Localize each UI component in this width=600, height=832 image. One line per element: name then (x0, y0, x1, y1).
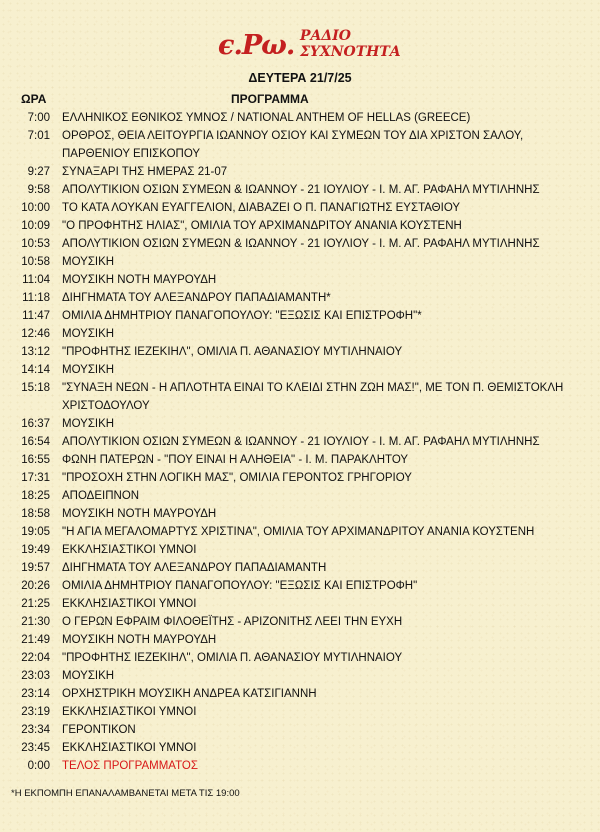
schedule-row (0, 577, 600, 595)
schedule-time: 15:18 (21, 382, 50, 394)
schedule-program: ΜΟΥΣΙΚΗ (62, 418, 115, 430)
schedule-row (0, 163, 600, 181)
schedule-row (0, 109, 600, 127)
station-name-line2: ΣΥΧΝΟΤΗΤΑ (300, 44, 401, 60)
schedule-program: ΔΙΗΓΗΜΑΤΑ ΤΟΥ ΑΛΕΞΑΝΔΡΟΥ ΠΑΠΑΔΙΑΜΑΝΤΗ (62, 562, 327, 574)
schedule-program: ΑΠΟΛΥΤΙΚΙΟΝ ΟΣΙΩΝ ΣΥΜΕΩΝ & ΙΩΑΝΝΟΥ - 21 ΙΟΥΛΙΟΥ - Ι. Μ. ΑΓ. ΡΑΦΑΗΛ ΜΥΤΙΛΗΝΗΣ (62, 436, 540, 448)
schedule-row (0, 379, 600, 415)
schedule-time: 12:46 (21, 328, 50, 340)
schedule-row (0, 505, 600, 523)
schedule-program: "ΠΡΟΣΟΧΗ ΣΤΗΝ ΛΟΓΙΚΗ ΜΑΣ", ΟΜΙΛΙΑ ΓΕΡΟΝΤΟΣ ΓΡΗΓΟΡΙΟΥ (62, 472, 412, 484)
schedule-time: 7:00 (27, 112, 50, 124)
schedule-time: 10:09 (21, 220, 50, 232)
schedule-time: 19:05 (21, 526, 50, 538)
schedule-time: 22:04 (21, 652, 50, 664)
schedule-program: ΕΛΛΗΝΙΚΟΣ ΕΘΝΙΚΟΣ ΥΜΝΟΣ / NATIONAL ANTHEM OF HELLAS (GREECE) (62, 112, 471, 124)
schedule-row (0, 181, 600, 199)
schedule-program: ΜΟΥΣΙΚΗ (62, 328, 115, 340)
schedule-program: ΔΙΗΓΗΜΑΤΑ ΤΟΥ ΑΛΕΞΑΝΔΡΟΥ ΠΑΠΑΔΙΑΜΑΝΤΗ* (62, 292, 331, 304)
schedule-program: ΜΟΥΣΙΚΗ ΝΟΤΗ ΜΑΥΡΟΥΔΗ (62, 508, 217, 520)
schedule-row (0, 451, 600, 469)
schedule-time: 19:49 (21, 544, 50, 556)
schedule-program: ΕΚΚΛΗΣΙΑΣΤΙΚΟΙ ΥΜΝΟΙ (62, 742, 197, 754)
schedule-time: 21:30 (21, 616, 50, 628)
schedule-time: 20:26 (21, 580, 50, 592)
schedule-time: 23:19 (21, 706, 50, 718)
schedule-time: 9:58 (27, 184, 50, 196)
column-headers (0, 92, 600, 108)
schedule-program: ΟΡΘΡΟΣ, ΘΕΙΑ ΛΕΙΤΟΥΡΓΙΑ ΙΩΑΝΝΟΥ ΟΣΙΟΥ ΚΑΙ ΣΥΜΕΩΝ ΤΟΥ ΔΙΑ ΧΡΙΣΤΟΝ ΣΑΛΟΥ, ΠΑΡΘΕΝΙΟΥ ΕΠΙΣΚΟΠΟΥ (62, 130, 524, 160)
schedule-row (0, 631, 600, 649)
schedule-row (0, 235, 600, 253)
schedule-program: ΦΩΝΗ ΠΑΤΕΡΩΝ - "ΠΟΥ ΕΙΝΑΙ Η ΑΛΗΘΕΙΑ" - Ι. Μ. ΠΑΡΑΚΛΗΤΟΥ (62, 454, 409, 466)
schedule-row (0, 649, 600, 667)
schedule-time: 11:18 (22, 292, 50, 304)
schedule-time: 16:55 (21, 454, 50, 466)
schedule-row (0, 559, 600, 577)
schedule-row (0, 595, 600, 613)
station-name-line1: ΡΑΔΙΟ (300, 28, 351, 44)
schedule-program: ΕΚΚΛΗΣΙΑΣΤΙΚΟΙ ΥΜΝΟΙ (62, 544, 197, 556)
schedule-time: 23:03 (21, 670, 50, 682)
schedule-row (0, 199, 600, 217)
schedule-time: 17:31 (21, 472, 50, 484)
schedule-time: 21:49 (21, 634, 50, 646)
schedule-program: ΟΜΙΛΙΑ ΔΗΜΗΤΡΙΟΥ ΠΑΝΑΓΟΠΟΥΛΟΥ: "ΕΞΩΣΙΣ ΚΑΙ ΕΠΙΣΤΡΟΦΗ"* (62, 310, 422, 322)
logo-mark: ϵ.Ρω. (218, 30, 295, 61)
schedule-time: 11:04 (22, 274, 50, 286)
schedule-program: ΟΡΧΗΣΤΡΙΚΗ ΜΟΥΣΙΚΗ ΑΝΔΡΕΑ ΚΑΤΣΙΓΙΑΝΝΗ (62, 688, 317, 700)
schedule-program: "ΠΡΟΦΗΤΗΣ ΙΕΖΕΚΙΗΛ", ΟΜΙΛΙΑ Π. ΑΘΑΝΑΣΙΟΥ ΜΥΤΙΛΗΝΑΙΟΥ (62, 346, 403, 358)
schedule-row (0, 469, 600, 487)
schedule-time: 16:37 (21, 418, 50, 430)
schedule-program: ΜΟΥΣΙΚΗ (62, 670, 115, 682)
schedule-time: 23:34 (21, 724, 50, 736)
schedule-time: 18:58 (21, 508, 50, 520)
schedule-program: ΜΟΥΣΙΚΗ ΝΟΤΗ ΜΑΥΡΟΥΔΗ (62, 274, 217, 286)
schedule-time: 11:47 (22, 310, 50, 322)
schedule-time: 9:27 (27, 166, 50, 178)
schedule-row (0, 127, 600, 163)
schedule-row (0, 721, 600, 739)
schedule-time: 10:00 (21, 202, 50, 214)
schedule-row (0, 415, 600, 433)
schedule-program: ΑΠΟΛΥΤΙΚΙΟΝ ΟΣΙΩΝ ΣΥΜΕΩΝ & ΙΩΑΝΝΟΥ - 21 ΙΟΥΛΙΟΥ - Ι. Μ. ΑΓ. ΡΑΦΑΗΛ ΜΥΤΙΛΗΝΗΣ (62, 184, 540, 196)
schedule-row (0, 325, 600, 343)
station-logo (0, 26, 600, 74)
schedule-row (0, 541, 600, 559)
column-header-time: ΩΡΑ (21, 92, 47, 106)
footnote: *Η ΕΚΠΟΜΠΗ ΕΠΑΝΑΛΑΜΒΑΝΕΤΑΙ ΜΕΤΑ ΤΙΣ 19:00 (11, 788, 240, 799)
schedule-time: 13:12 (21, 346, 50, 358)
schedule-time: 14:14 (21, 364, 50, 376)
schedule-row (0, 703, 600, 721)
schedule-time: 21:25 (21, 598, 50, 610)
schedule-row (0, 433, 600, 451)
schedule-program: ΑΠΟΔΕΙΠΝΟΝ (62, 490, 140, 502)
schedule-row (0, 253, 600, 271)
schedule-program: ΤΟ ΚΑΤΑ ΛΟΥΚΑΝ ΕΥΑΓΓΕΛΙΟΝ, ΔΙΑΒΑΖΕΙ Ο Π. ΠΑΝΑΓΙΩΤΗΣ ΕΥΣΤΑΘΙΟΥ (62, 202, 461, 214)
column-header-program: ΠΡΟΓΡΑΜΜΑ (231, 92, 309, 106)
schedule-row (0, 523, 600, 541)
schedule-time: 23:14 (21, 688, 50, 700)
schedule-time: 10:53 (21, 238, 50, 250)
station-name (300, 28, 401, 60)
schedule-time: 18:25 (21, 490, 50, 502)
schedule-program: ΕΚΚΛΗΣΙΑΣΤΙΚΟΙ ΥΜΝΟΙ (62, 598, 197, 610)
schedule-program: ΕΚΚΛΗΣΙΑΣΤΙΚΟΙ ΥΜΝΟΙ (62, 706, 197, 718)
schedule-row (0, 217, 600, 235)
schedule-row (0, 361, 600, 379)
schedule-time: 0:00 (27, 760, 50, 772)
schedule-row (0, 685, 600, 703)
schedule-row (0, 271, 600, 289)
schedule-row (0, 343, 600, 361)
schedule-row (0, 289, 600, 307)
schedule-program: ΜΟΥΣΙΚΗ (62, 364, 115, 376)
schedule-row (0, 739, 600, 757)
schedule-program: ΜΟΥΣΙΚΗ ΝΟΤΗ ΜΑΥΡΟΥΔΗ (62, 634, 217, 646)
schedule-time: 23:45 (21, 742, 50, 754)
schedule-row (0, 757, 600, 775)
schedule-program: ΓΕΡΟΝΤΙΚΟΝ (62, 724, 136, 736)
schedule-program: "Η ΑΓΙΑ ΜΕΓΑΛΟΜΑΡΤΥΣ ΧΡΙΣΤΙΝΑ", ΟΜΙΛΙΑ ΤΟΥ ΑΡΧΙΜΑΝΔΡΙΤΟΥ ΑΝΑΝΙΑ ΚΟΥΣΤΕΝΗ (62, 526, 535, 538)
schedule-program: ΤΕΛΟΣ ΠΡΟΓΡΑΜΜΑΤΟΣ (62, 760, 198, 772)
schedule-program: "ΠΡΟΦΗΤΗΣ ΙΕΖΕΚΙΗΛ", ΟΜΙΛΙΑ Π. ΑΘΑΝΑΣΙΟΥ ΜΥΤΙΛΗΝΑΙΟΥ (62, 652, 403, 664)
schedule-program: "ΣΥΝΑΞΗ ΝΕΩΝ - Η ΑΠΛΟΤΗΤΑ ΕΙΝΑΙ ΤΟ ΚΛΕΙΔΙ ΣΤΗΝ ΖΩΗ ΜΑΣ!", ΜΕ ΤΟΝ Π. ΘΕΜΙΣΤΟΚΛΗ ΧΡΙΣΤΟΔΟΥΛΟΥ (62, 382, 564, 412)
schedule-list (0, 109, 600, 775)
schedule-time: 10:58 (21, 256, 50, 268)
schedule-row (0, 307, 600, 325)
schedule-program: "Ο ΠΡΟΦΗΤΗΣ ΗΛΙΑΣ", ΟΜΙΛΙΑ ΤΟΥ ΑΡΧΙΜΑΝΔΡΙΤΟΥ ΑΝΑΝΙΑ ΚΟΥΣΤΕΝΗ (62, 220, 462, 232)
schedule-program: ΜΟΥΣΙΚΗ (62, 256, 115, 268)
schedule-program: Ο ΓΕΡΩΝ ΕΦΡΑΙΜ ΦΙΛΟΘΕΪΤΗΣ - ΑΡΙΖΟΝΙΤΗΣ ΛΕΕΙ ΤΗΝ ΕΥΧΗ (62, 616, 403, 628)
schedule-date: ΔΕΥΤΕΡΑ 21/7/25 (248, 71, 352, 85)
schedule-row (0, 667, 600, 685)
schedule-program: ΣΥΝΑΞΑΡΙ ΤΗΣ ΗΜΕΡΑΣ 21-07 (62, 166, 228, 178)
schedule-program: ΑΠΟΛΥΤΙΚΙΟΝ ΟΣΙΩΝ ΣΥΜΕΩΝ & ΙΩΑΝΝΟΥ - 21 ΙΟΥΛΙΟΥ - Ι. Μ. ΑΓ. ΡΑΦΑΗΛ ΜΥΤΙΛΗΝΗΣ (62, 238, 540, 250)
schedule-row (0, 613, 600, 631)
schedule-time: 19:57 (21, 562, 50, 574)
schedule-time: 16:54 (21, 436, 50, 448)
schedule-time: 7:01 (27, 130, 50, 142)
schedule-row (0, 487, 600, 505)
schedule-program: ΟΜΙΛΙΑ ΔΗΜΗΤΡΙΟΥ ΠΑΝΑΓΟΠΟΥΛΟΥ: "ΕΞΩΣΙΣ ΚΑΙ ΕΠΙΣΤΡΟΦΗ" (62, 580, 418, 592)
